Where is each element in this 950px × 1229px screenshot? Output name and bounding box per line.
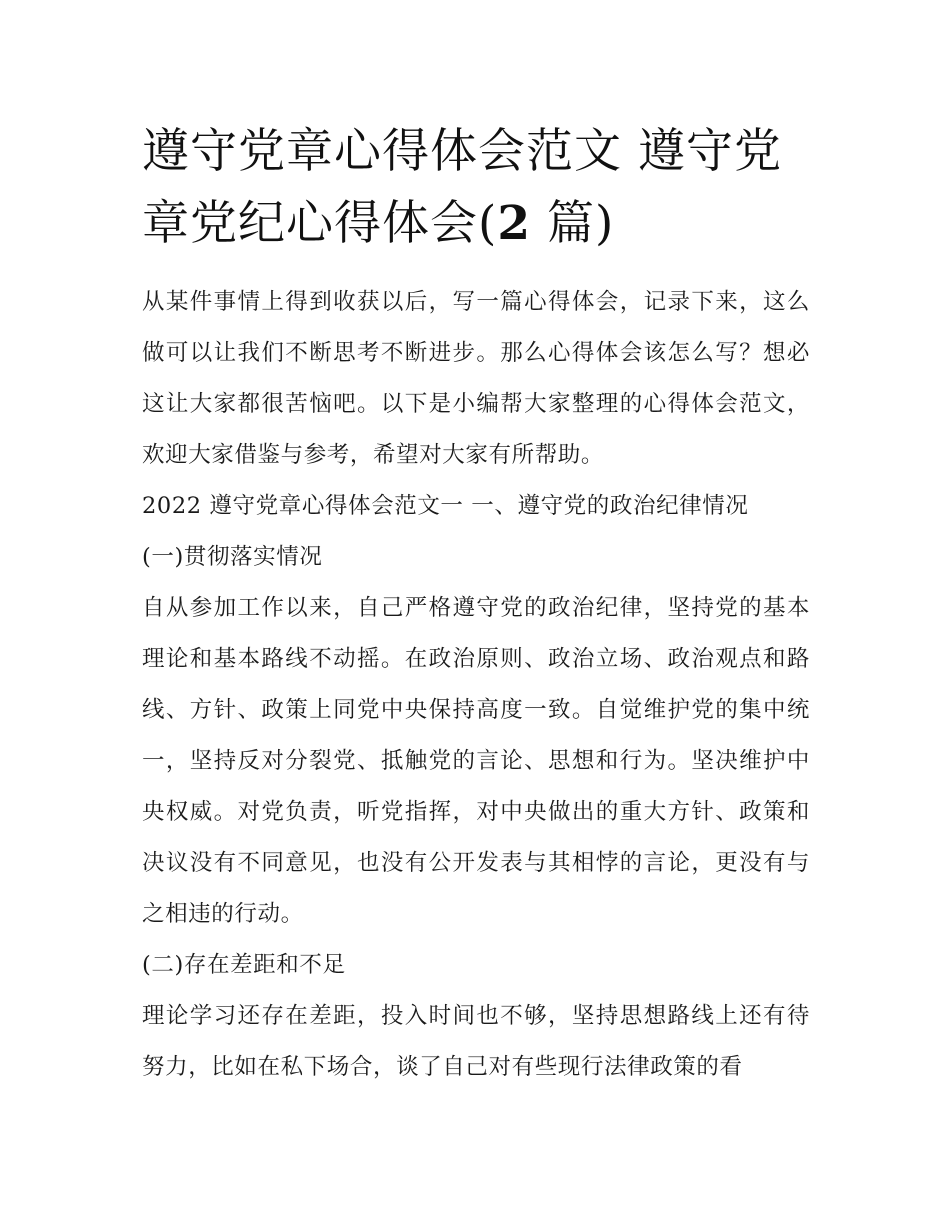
title-text-part1: 遵守党章心得体会范文 遵守党章党纪心得体会( — [142, 124, 782, 251]
document-title — [142, 116, 812, 260]
subheading-implementation: (一)贯彻落实情况 — [142, 544, 323, 570]
section-heading: 2022 遵守党章心得体会范文一 一、遵守党的政治纪律情况 — [142, 493, 749, 519]
title-text-part2: 篇) — [531, 196, 615, 251]
subheading-gaps: (二)存在差距和不足 — [142, 952, 346, 978]
document-body — [142, 277, 810, 1093]
intro-paragraph: 从某件事情上得到收获以后，写一篇心得体会，记录下来，这么做可以让我们不断思考不断进步。那么心得体会该怎么写？想必这让大家都很苦恼吧。以下是小编帮大家整理的心得体会范文，欢迎大家借鉴与参考，希望对大家有所帮助。 — [142, 289, 810, 468]
gaps-paragraph: 理论学习还存在差距，投入时间也不够，坚持思想路线上还有待努力，比如在私下场合，谈了自己对有些现行法律政策的看 — [142, 1003, 810, 1080]
implementation-paragraph: 自从参加工作以来，自己严格遵守党的政治纪律，坚持党的基本理论和基本路线不动摇。在政治原则、政治立场、政治观点和路线、方针、政策上同党中央保持高度一致。自觉维护党的集中统一，坚持反对分裂党、抵触党的言论、思想和行为。坚决维护中央权威。对党负责，听党指挥，对中央做出的重大方针、政策和决议没有不同意见，也没有公开发表与其相悖的言论，更没有与之相违的行动。 — [142, 595, 810, 927]
title-number: 2 — [497, 196, 532, 251]
